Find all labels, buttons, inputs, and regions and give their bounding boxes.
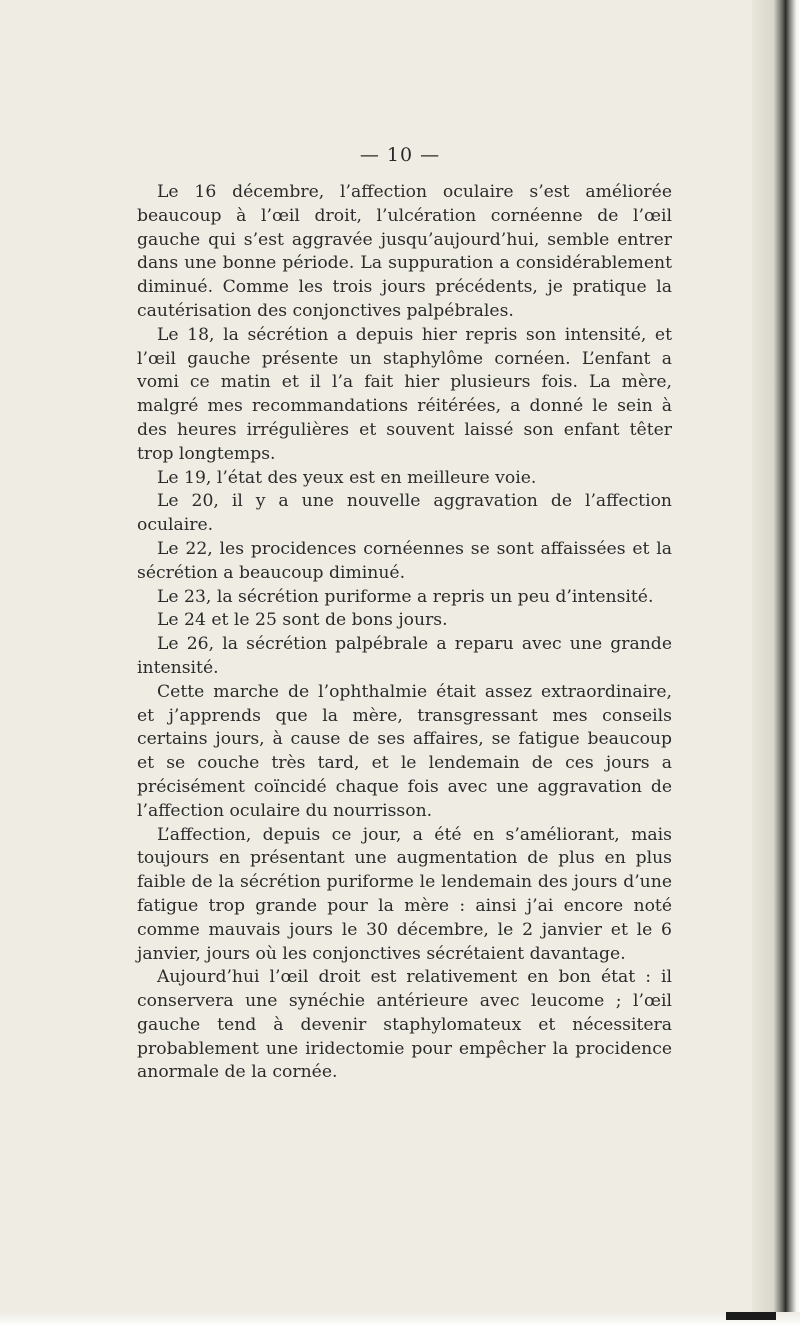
bottom-margin [0, 1312, 800, 1326]
paragraph: Cette marche de l’ophthalmie était assez extraordinaire, et j’apprends que la mère, transgressant mes conseils certains jours, à cause de ses affaires, se fatigue beaucoup et se couche très tard, et le lendemain de ces jours a précisément coïncidé chaque fois avec une aggravation de l’affection oculaire du nourrisson. [137, 681, 672, 821]
scan-edge-mark [726, 1312, 776, 1320]
paragraph: Le 16 décembre, l’affection oculaire s’est améliorée beaucoup à l’œil droit, l’ulcération cornéenne de l’œil gauche qui s’est aggravée jusqu’aujourd’hui, semble entrer dans une bonne période. La suppuration a considérablement diminué. Comme les trois jours précédents, je pratique la cautérisation des conjonctives palpébrales. [137, 182, 672, 321]
body-text [137, 181, 672, 1085]
paragraph: L’affection, depuis ce jour, a été en s’améliorant, mais toujours en présentant une augmentation de plus en plus faible de la sécrétion puriforme le lendemain des jours d’une fatigue trop grande pour la mère : ainsi j’ai encore noté comme mauvais jours le 30 décembre, le 2 janvier et le 6 janvier, jours où les conjonctives sécrétaient davantage. [137, 824, 672, 964]
page-number: — 10 — [359, 144, 441, 166]
page-edge-shadow [752, 0, 800, 1326]
paragraph: Le 18, la sécrétion a depuis hier repris son intensité, et l’œil gauche présente un staphylôme cornéen. L’enfant a vomi ce matin et il l’a fait hier plusieurs fois. La mère, malgré mes recommandations réitérées, a donné le sein à des heures irrégulières et souvent laissé son enfant têter trop longtemps. [137, 324, 672, 464]
paragraph: Le 26, la sécrétion palpébrale a reparu avec une grande intensité. [137, 634, 672, 678]
paragraph: Le 24 et le 25 sont de bons jours. [157, 610, 448, 631]
paragraph: Le 22, les procidences cornéennes se sont affaissées et la sécrétion a beaucoup diminué. [137, 538, 672, 583]
paragraph: Le 19, l’état des yeux est en meilleure voie. [157, 467, 537, 488]
paragraph: Aujourd’hui l’œil droit est relativement en bon état : il conservera une synéchie antérieure avec leucome ; l’œil gauche tend à devenir staphylomateux et nécessitera probablement une iridectomie pour empêcher la procidence anormale de la cornée. [137, 967, 672, 1083]
paragraph: Le 23, la sécrétion puriforme a repris un peu d’intensité. [157, 586, 654, 607]
paragraph: Le 20, il y a une nouvelle aggravation de l’affection oculaire. [137, 491, 672, 536]
